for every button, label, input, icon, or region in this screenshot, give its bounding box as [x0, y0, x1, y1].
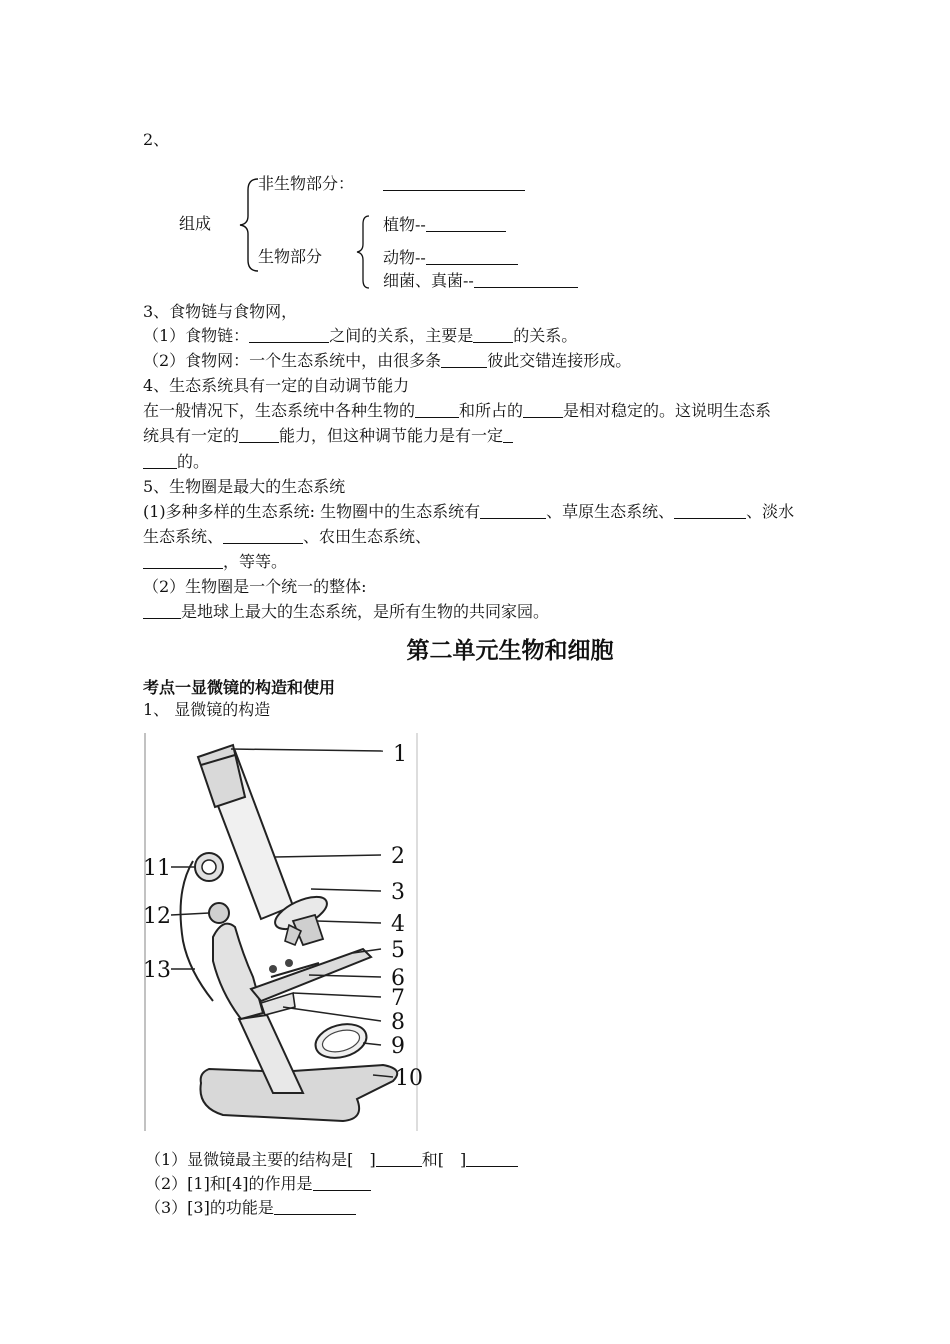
- biotic-part: 生物部分: [258, 247, 323, 266]
- small-brace: [353, 214, 375, 290]
- microscope-section-title: 1、 显微镜的构造: [143, 700, 271, 719]
- microbes-label: 细菌、真菌--: [383, 269, 578, 293]
- diagram-label-3: 3: [391, 880, 405, 905]
- item4-line2: 统具有一定的 能力，但这种调节能力是有一定: [143, 424, 513, 448]
- diagram-label-13: 13: [143, 958, 171, 983]
- diagram-label-12: 12: [143, 904, 171, 929]
- unit-title: 第二单元生物和细胞: [406, 638, 614, 664]
- item3-web: （2）食物网：一个生态系统中，由很多条 彼此交错连接形成。: [143, 351, 632, 370]
- diagram-label-6: 6: [391, 966, 405, 991]
- diagram-label-8: 8: [391, 1010, 405, 1035]
- kaodian-heading: 考点一显微镜的构造和使用: [143, 678, 336, 697]
- abiotic-blank: [383, 190, 525, 191]
- diagram-label-7: 7: [391, 986, 405, 1011]
- question-1: （1）显微镜最主要的结构是[ ] 和[ ]: [145, 1148, 518, 1172]
- diagram-label-2: 2: [391, 844, 405, 869]
- animals-label: 动物--: [383, 246, 518, 270]
- item4-line1: 在一般情况下，生态系统中各种生物的 和所占的 是相对稳定的。这说明生态系: [143, 401, 772, 420]
- item4-title: 4、生态系统具有一定的自动调节能力: [143, 376, 410, 395]
- plants-label: 植物--: [383, 213, 506, 237]
- item5-title: 5、生物圈是最大的生态系统: [143, 477, 346, 496]
- diagram-label-1: 1: [393, 742, 407, 767]
- item5-sub2-title: （2）生物圈是一个统一的整体:: [143, 577, 367, 596]
- item3-chain: （1）食物链： 之间的关系，主要是 的关系。: [143, 326, 578, 345]
- composition-root: 组成: [179, 214, 212, 233]
- question-2: （2）[1]和[4]的作用是: [145, 1172, 371, 1196]
- item5-line1: (1)多种多样的生态系统: 生物圈中的生态系统有 、草原生态系统、 、淡水: [143, 502, 795, 521]
- diagram-label-10: 10: [395, 1066, 423, 1091]
- diagram-label-5: 5: [391, 938, 405, 963]
- item5-line2: 生态系统、 、农田生态系统、: [143, 527, 432, 546]
- diagram-label-11: 11: [143, 856, 171, 881]
- abiotic-part: 非生物部分：: [258, 174, 355, 193]
- item5-line3: ，等等。: [143, 550, 287, 574]
- item4-line3: 的。: [143, 450, 209, 474]
- item5-sub2-text: 是地球上最大的生态系统，是所有生物的共同家园。: [143, 600, 549, 624]
- microscope-diagram: [143, 731, 423, 1135]
- item3-title: 3、食物链与食物网，: [143, 302, 298, 321]
- diagram-label-9: 9: [391, 1034, 405, 1059]
- question-3: （3）[3]的功能是: [145, 1196, 356, 1220]
- item-number-2: 2、: [143, 130, 170, 149]
- diagram-label-4: 4: [391, 912, 405, 937]
